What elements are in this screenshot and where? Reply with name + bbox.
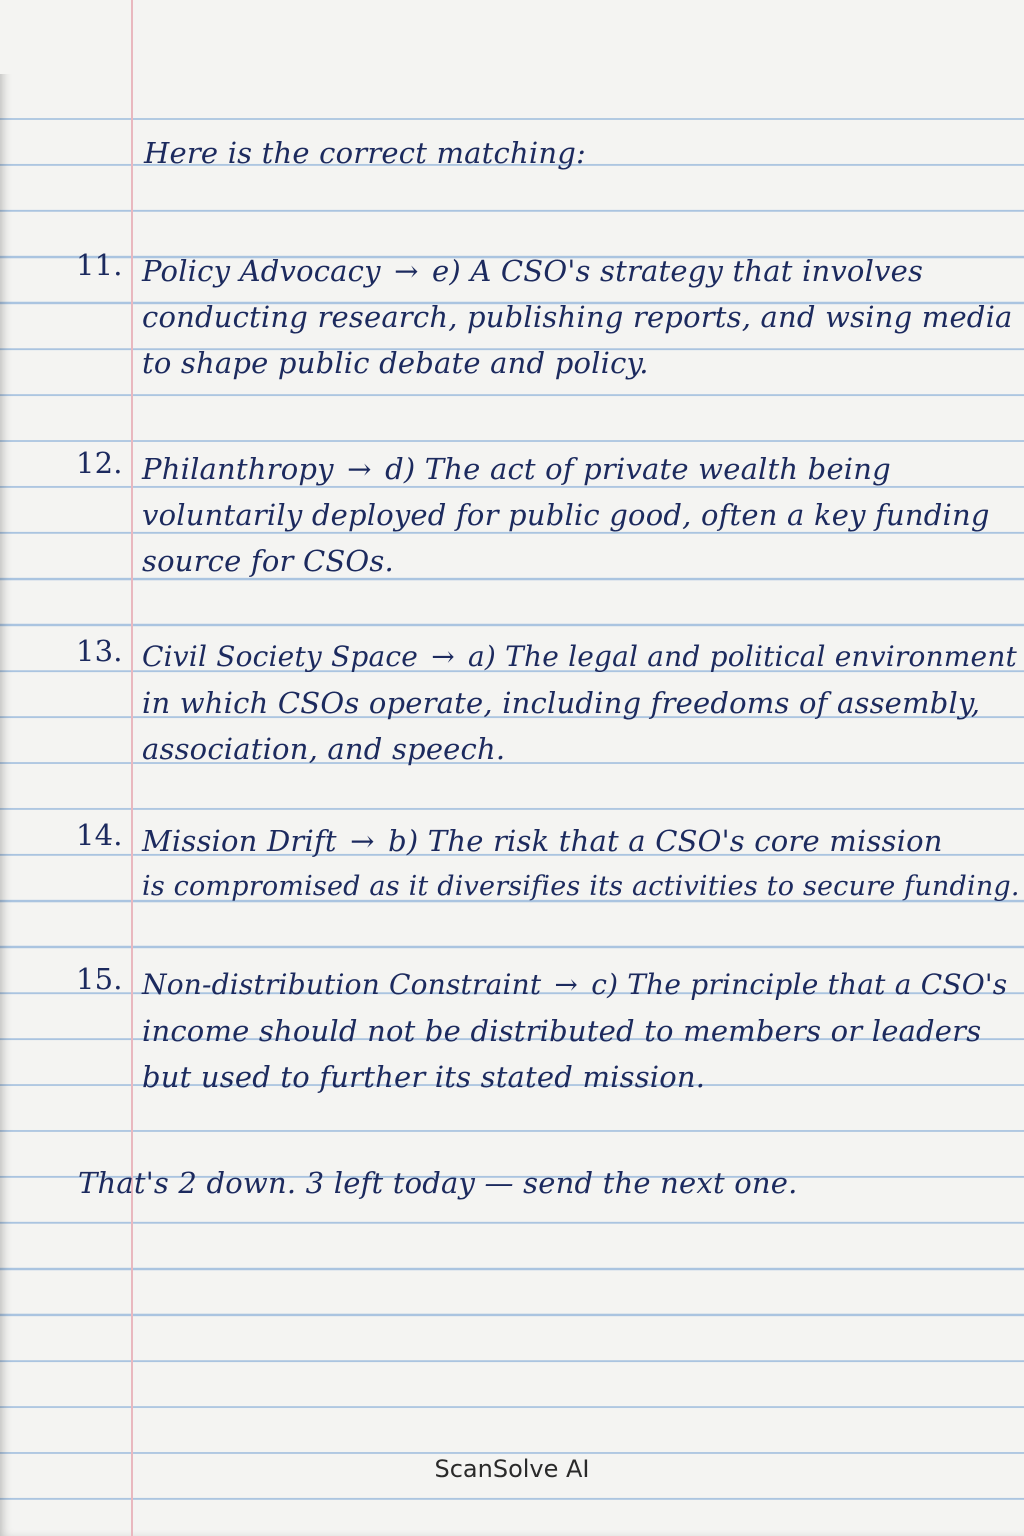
item-term: Policy Advocacy [142,254,381,288]
item-line: source for CSOs. [142,544,394,578]
item-number: 13. [76,634,123,668]
item-number: 14. [76,818,123,852]
item-line: is compromised as it diversifies its activities to secure funding. [142,871,1020,902]
arrow-icon: → [350,824,375,858]
item-body [142,446,990,584]
item-line: voluntarily deployed for public good, often a key funding [142,498,990,532]
arrow-icon: → [554,968,579,1001]
arrow-icon: → [347,452,372,486]
item-line: association, and speech. [142,732,506,766]
item-line: to shape public debate and policy. [142,346,649,380]
item-body [142,818,1020,910]
item-line: c) The principle that a CSO's [591,968,1008,1001]
brand-watermark: ScanSolve AI [434,1455,590,1483]
item-term: Mission Drift [142,824,337,858]
item-body [142,634,1018,772]
item-term: Non-distribution Constraint [142,968,542,1001]
page-heading: Here is the correct matching: [144,136,586,170]
item-number: 11. [76,248,123,282]
item-first-line [142,634,1018,680]
item-line: d) The act of private wealth being [385,452,891,486]
item-first-line [142,962,1008,1008]
item-number: 15. [76,962,123,996]
arrow-icon: → [394,254,419,288]
item-first-line [142,248,942,294]
item-line: a) The legal and political environment [467,640,1018,673]
item-line: but used to further its stated mission. [142,1060,706,1094]
item-line: in which CSOs operate, including freedoms of assembly, [142,686,981,720]
item-line: conducting research, publishing reports, and wsing media [142,300,1013,334]
item-line: income should not be distributed to members or leaders [142,1014,982,1048]
item-line: e) A CSO's strategy that involves [432,254,924,288]
item-body [142,962,1008,1100]
item-term: Philanthropy [142,452,334,486]
closing-note: That's 2 down. 3 left today — send the next one. [78,1166,798,1200]
item-first-line [142,446,942,492]
item-line: b) The risk that a CSO's core mission [388,824,943,858]
margin-line [131,0,133,1536]
item-first-line [142,818,942,864]
item-number: 12. [76,446,123,480]
item-body [142,248,1013,386]
arrow-icon: → [431,640,455,673]
item-term: Civil Society Space [142,640,419,673]
